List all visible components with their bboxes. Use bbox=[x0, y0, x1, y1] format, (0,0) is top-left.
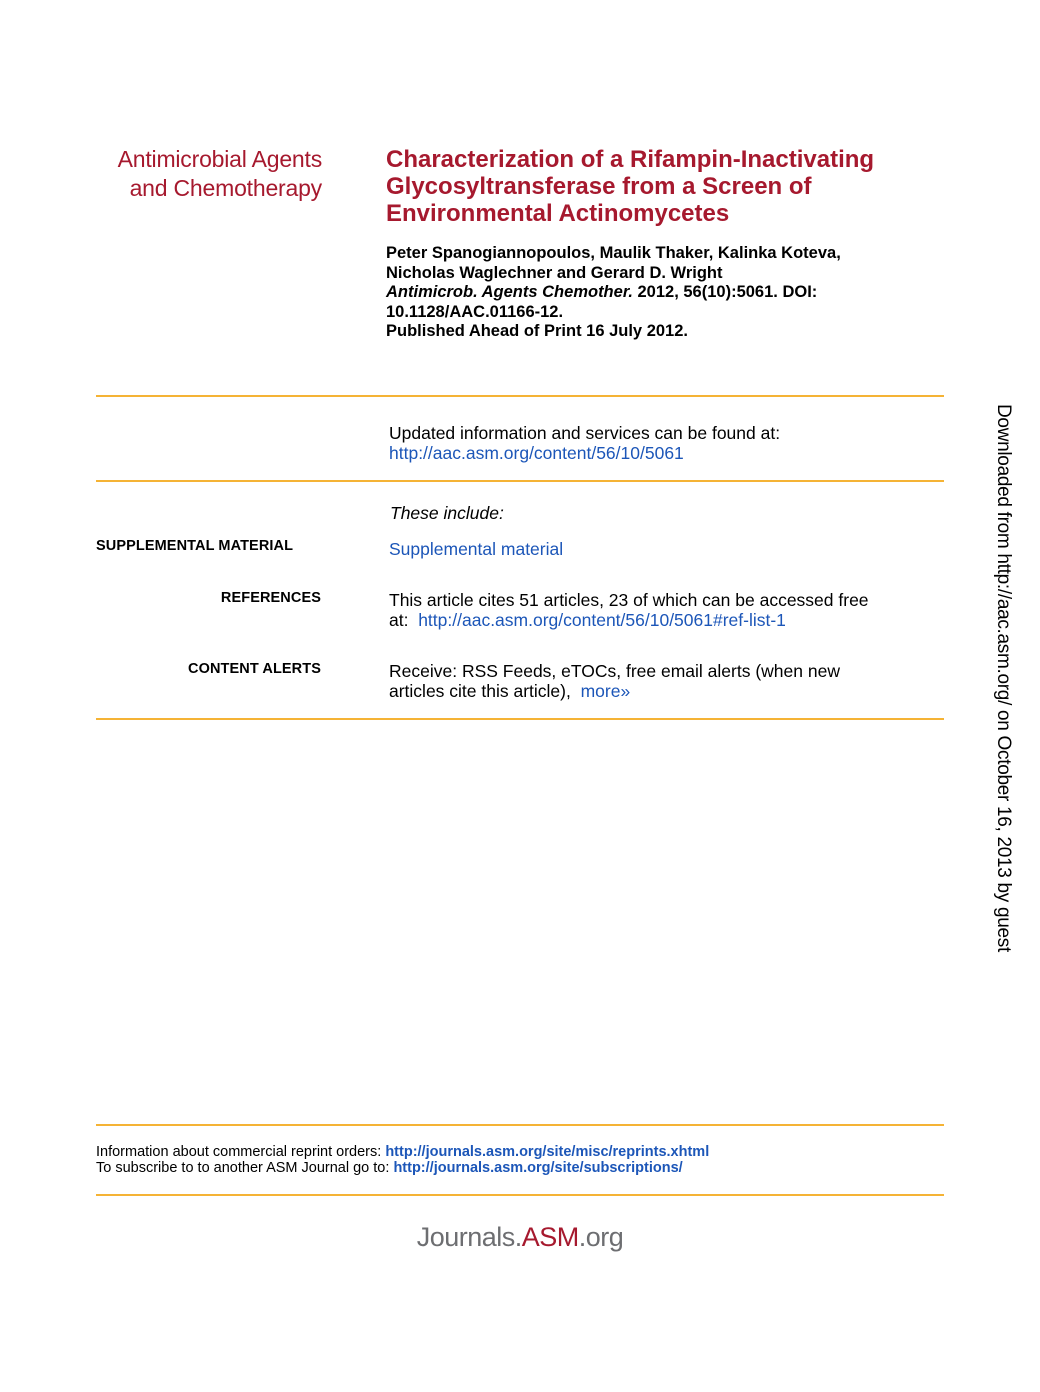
footer bbox=[96, 1144, 946, 1176]
citation-details: 2012, 56(10):5061. DOI: bbox=[632, 283, 818, 301]
wordmark-part1: Journals. bbox=[416, 1222, 522, 1252]
alerts-row bbox=[389, 661, 949, 701]
references-label: REFERENCES bbox=[220, 590, 321, 606]
reprints-line bbox=[96, 1144, 946, 1160]
article-meta bbox=[386, 244, 946, 342]
download-watermark: Downloaded from http://aac.asm.org/ on October 16, 2013 by guest bbox=[993, 404, 1014, 952]
wordmark-part3: .org bbox=[578, 1222, 624, 1252]
references-prefix: at: bbox=[389, 610, 409, 630]
title-line1: Characterization of a Rifampin-Inactivating bbox=[386, 146, 875, 173]
divider bbox=[96, 1124, 944, 1126]
references-link[interactable]: http://aac.asm.org/content/56/10/5061#ref-list-1 bbox=[418, 610, 786, 630]
journal-name-line1: Antimicrobial Agents bbox=[117, 146, 322, 172]
published-date: Published Ahead of Print 16 July 2012. bbox=[386, 322, 688, 340]
alerts-label: CONTENT ALERTS bbox=[188, 661, 321, 677]
journals-asm-wordmark bbox=[0, 1222, 1040, 1253]
alerts-more-link[interactable]: more» bbox=[580, 681, 631, 701]
updated-text: Updated information and services can be found at: bbox=[389, 423, 781, 443]
citation-journal: Antimicrob. Agents Chemother. bbox=[386, 283, 633, 301]
subscribe-line bbox=[96, 1160, 946, 1176]
wordmark-part2: ASM bbox=[521, 1222, 579, 1252]
updated-link[interactable]: http://aac.asm.org/content/56/10/5061 bbox=[389, 443, 684, 463]
supplemental-link[interactable]: Supplemental material bbox=[389, 539, 564, 559]
journal-name-line2: and Chemotherapy bbox=[129, 175, 322, 201]
includes-heading: These include: bbox=[390, 503, 504, 523]
authors-line1: Peter Spanogiannopoulos, Maulik Thaker, Kalinka Koteva, bbox=[386, 244, 841, 262]
article-title bbox=[386, 146, 966, 227]
supplemental-label: SUPPLEMENTAL MATERIAL bbox=[96, 538, 294, 554]
references-text: This article cites 51 articles, 23 of which can be accessed free bbox=[389, 590, 869, 610]
divider bbox=[96, 718, 944, 720]
reprints-text: Information about commercial reprint orders: bbox=[96, 1144, 382, 1160]
title-line3: Environmental Actinomycetes bbox=[386, 200, 730, 227]
reprints-link[interactable]: http://journals.asm.org/site/misc/reprints.xhtml bbox=[385, 1144, 710, 1160]
subscribe-link[interactable]: http://journals.asm.org/site/subscriptions/ bbox=[393, 1160, 683, 1176]
citation bbox=[386, 283, 946, 303]
authors-line2: Nicholas Waglechner and Gerard D. Wright bbox=[386, 263, 723, 282]
supplemental-row bbox=[389, 539, 563, 559]
updated-info bbox=[389, 423, 949, 463]
divider bbox=[96, 480, 944, 482]
divider bbox=[96, 1194, 944, 1196]
subscribe-text: To subscribe to to another ASM Journal go to: bbox=[96, 1160, 390, 1176]
references-row bbox=[389, 590, 949, 630]
alerts-text-line2: articles cite this article), bbox=[389, 681, 571, 701]
title-line2: Glycosyltransferase from a Screen of bbox=[386, 173, 812, 200]
doi: 10.1128/AAC.01166-12. bbox=[386, 302, 564, 321]
alerts-text-line1: Receive: RSS Feeds, eTOCs, free email alerts (when new bbox=[389, 661, 840, 681]
journal-logo bbox=[60, 145, 322, 203]
divider bbox=[96, 395, 944, 397]
